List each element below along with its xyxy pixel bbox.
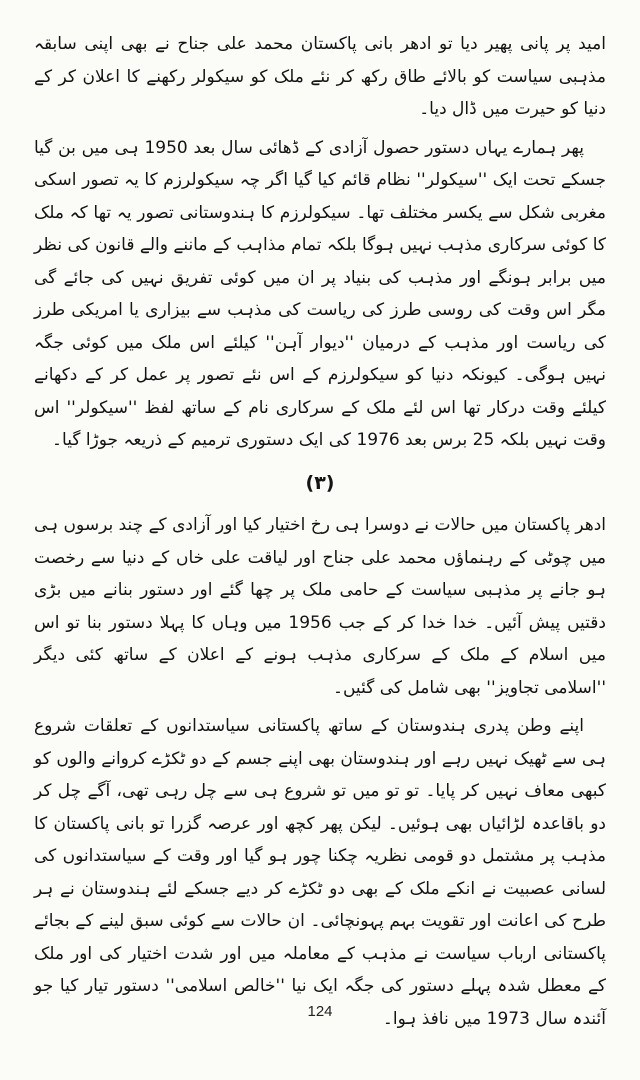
section-number-marker: (۳) [305, 471, 335, 494]
paragraph-4: اپنے وطن پدری ہندوستان کے ساتھ پاکستانی سیاستدانوں کے تعلقات شروع ہی سے ٹھیک نہیں رہے اور ہندوستان بھی اپنے جسم کے دو ٹکڑے کروانے والوں کو کبھی معاف نہیں کر پایا۔ تو تو میں تو شروع ہی سے چل رہی تھی، آگے چل کر دو باقاعدہ لڑائیاں بھی ہوئیں۔ لیکن پھر کچھ اور عرصہ گزرا تو بانی پاکستان کا مذہب پر مشتمل دو قومی نظریہ چکنا چور ہو گیا اور وقت کے سیاستدانوں کی لسانی عصبیت نے انکے ملک کے بھی دو ٹکڑے کر دیے جسکے لئے ہندوستان نے ہر طرح کی اعانت اور تقویت بہم پہونچائی۔ ان حالات سے کوئی سبق لینے کے بجائے پاکستانی ارباب سیاست نے مذہب کے معاملہ میں اور شدت اختیار کی اور ملک کے معطل شدہ پہلے دستور کی جگہ ایک نیا ''خالص اسلامی'' دستور تیار کیا جو آئندہ سال 1973 میں نافذ ہوا۔ [34, 716, 606, 1029]
page-number: 124 [307, 1003, 333, 1020]
paragraph-2: پھر ہمارے یہاں دستور حصول آزادی کے ڈھائی سال بعد 1950 ہی میں بن گیا جسکے تحت ایک ''سیکولر'' نظام قائم کیا گیا اگر چہ سیکولرزم کا یہ تصور اسکی مغربی شکل سے یکسر مختلف تھا۔ سیکولرزم کا ہندوستانی تصور یہ تھا کہ ملک کا کوئی سرکاری مذہب نہیں ہوگا بلکہ تمام مذاہب کے ماننے والے قانون کی نظر میں برابر ہونگے اور مذہب کی بنیاد پر ان میں کوئی تفریق نہیں کی جائے گی مگر اس وقت کی روسی طرز کی ریاست کی مذہب سے بیزاری یا امریکی طرز کی ریاست اور مذہب کے درمیان ''دیوار آہن'' کیلئے اس ملک میں کوئی جگہ نہیں ہوگی۔ کیونکہ دنیا کو سیکولرزم کے اس نئے تصور پر عمل کر کے دکھانے کیلئے وقت درکار تھا اس لئے ملک کے سرکاری نام کے ساتھ لفظ ''سیکولر'' اس وقت نہیں بلکہ 25 برس بعد 1976 کی ایک دستوری ترمیم کے ذریعہ جوڑا گیا۔ [34, 137, 606, 450]
paragraph-3: ادھر پاکستان میں حالات نے دوسرا ہی رخ اختیار کیا اور آزادی کے چند برسوں ہی میں چوٹی کے رہنماؤں محمد علی جناح اور لیاقت علی خاں کے دنیا سے رخصت ہو جانے پر مذہبی سیاست کے حامی ملک پر چھا گئے اور دستور بنانے میں بڑی دقتیں پیش آئیں۔ خدا خدا کر کے جب 1956 میں وہاں کا پہلا دستور بنا تو اس میں اسلام کے ملک کے سرکاری مذہب ہونے کے اعلان کے ساتھ کئی دیگر ''اسلامی تجاویز'' بھی شامل کی گئیں۔ [34, 515, 606, 698]
paragraph-1: امید پر پانی پھیر دیا تو ادھر بانی پاکستان محمد علی جناح نے بھی اپنی سابقہ مذہبی سیاست کو بالائے طاق رکھ کر نئے ملک کو سیکولر رکھنے کا اعلان کر کے دنیا کو حیرت میں ڈال دیا۔ [34, 34, 606, 119]
page-body [34, 28, 606, 1035]
